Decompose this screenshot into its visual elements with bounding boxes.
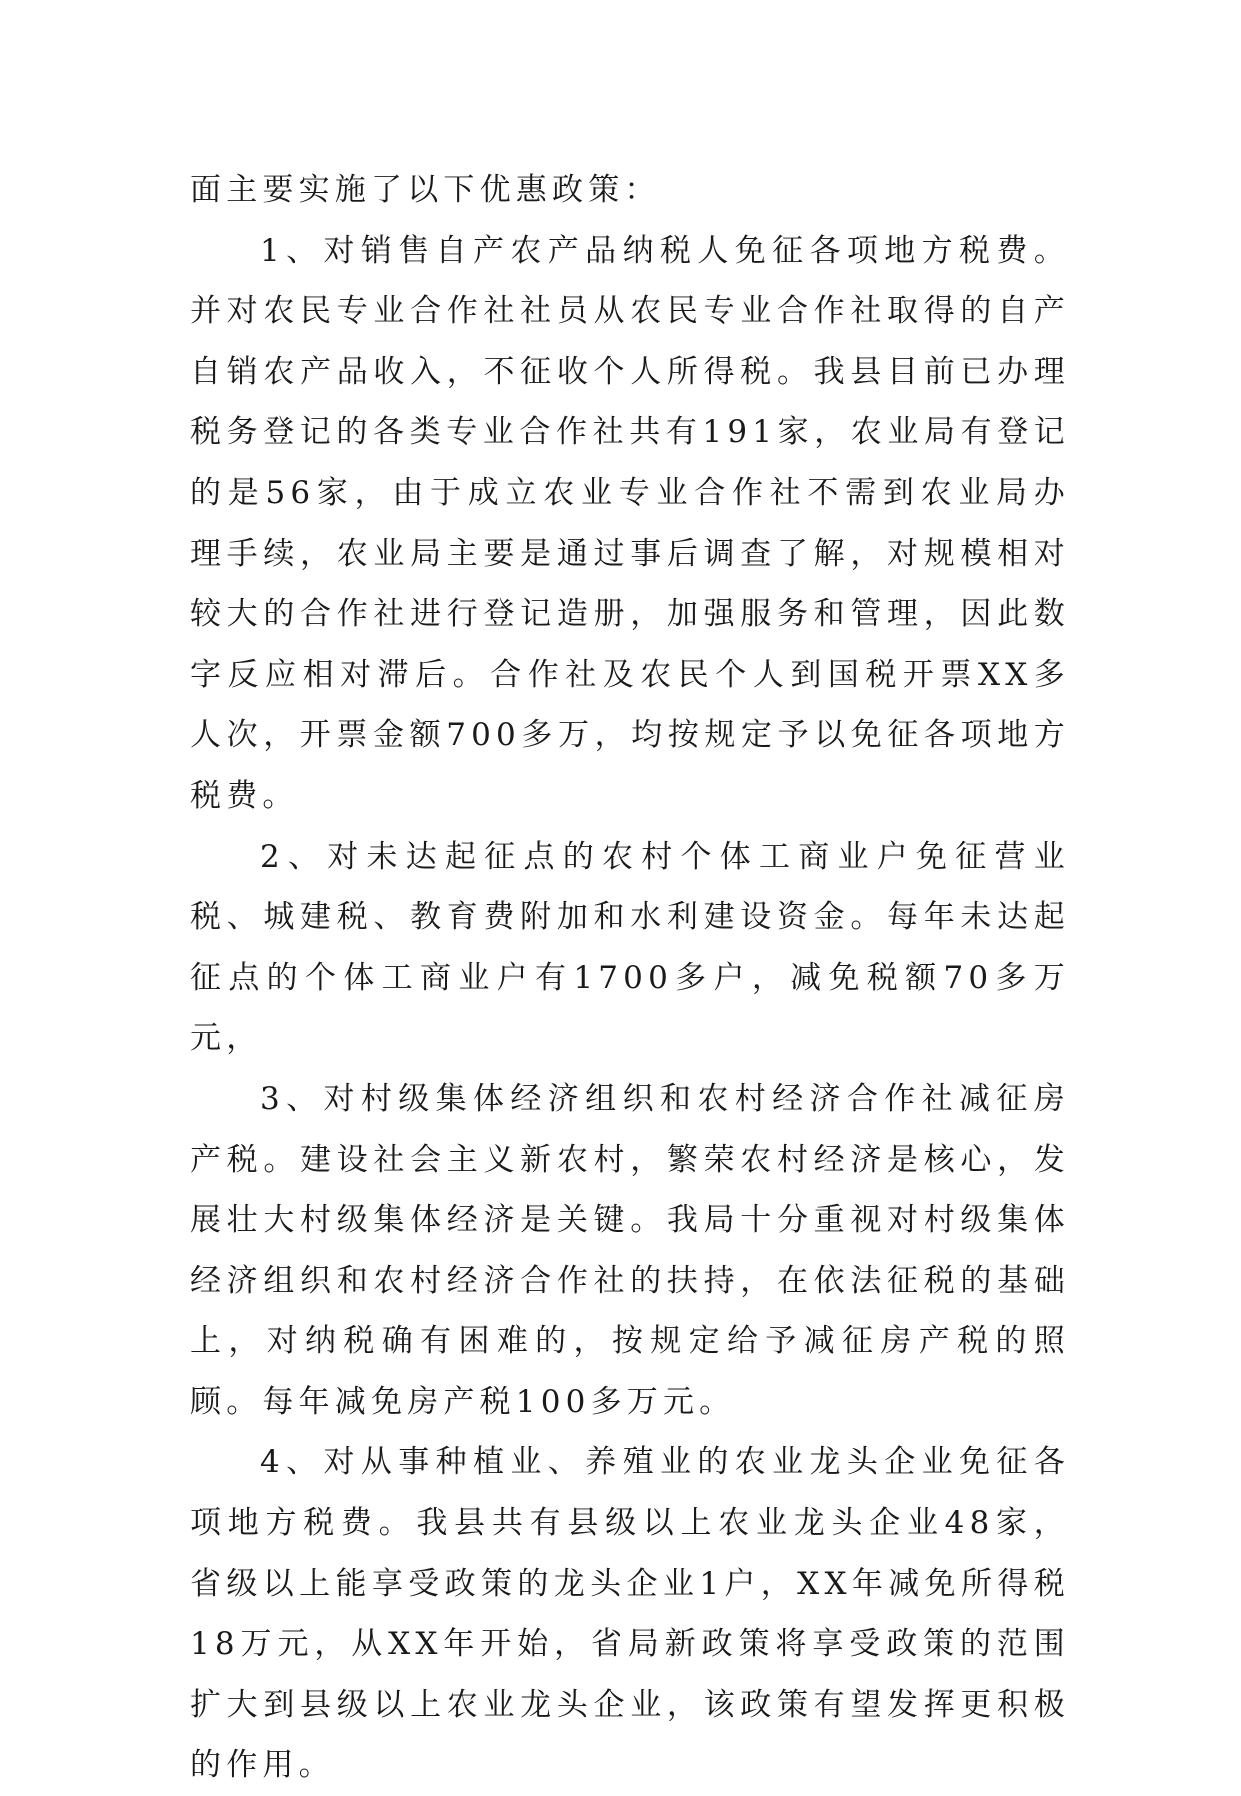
document-body (190, 160, 1070, 1796)
paragraph-continuation: 面主要实施了以下优惠政策： (190, 172, 661, 208)
paragraph-item-2: 2、对未达起征点的农村个体工商业户免征营业税、城建税、教育费附加和水利建设资金。每年未达起征点的个体工商业户有1700多户，减免税额70多万元， (190, 838, 1070, 1057)
paragraph-item-1: 1、对销售自产农产品纳税人免征各项地方税费。并对农民专业合作社社员从农民专业合作社取得的自产自销农产品收入，不征收个人所得税。我县目前已办理税务登记的各类专业合作社共有191家，农业局有登记的是56家，由于成立农业专业合作社不需到农业局办理手续，农业局主要是通过事后调查了解，对规模相对较大的合作社进行登记造册，加强服务和管理，因此数字反应相对滞后。合作社及农民个人到国税开票XX多人次，开票金额700多万，均按规定予以免征各项地方税费。 (190, 232, 1070, 814)
paragraph-item-3: 3、对村级集体经济组织和农村经济合作社减征房产税。建设社会主义新农村，繁荣农村经济是核心，发展壮大村级集体经济是关键。我局十分重视对村级集体经济组织和农村经济合作社的扶持，在依法征税的基础上，对纳税确有困难的，按规定给予减征房产税的照顾。每年减免房产税100多万元。 (190, 1080, 1070, 1420)
paragraph-item-4: 4、对从事种植业、养殖业的农业龙头企业免征各项地方税费。我县共有县级以上农业龙头企业48家，省级以上能享受政策的龙头企业1户，XX年减免所得税18万元，从XX年开始，省局新政策将享受政策的范围扩大到县级以上农业龙头企业，该政策有望发挥更积极的作用。 (190, 1444, 1070, 1784)
